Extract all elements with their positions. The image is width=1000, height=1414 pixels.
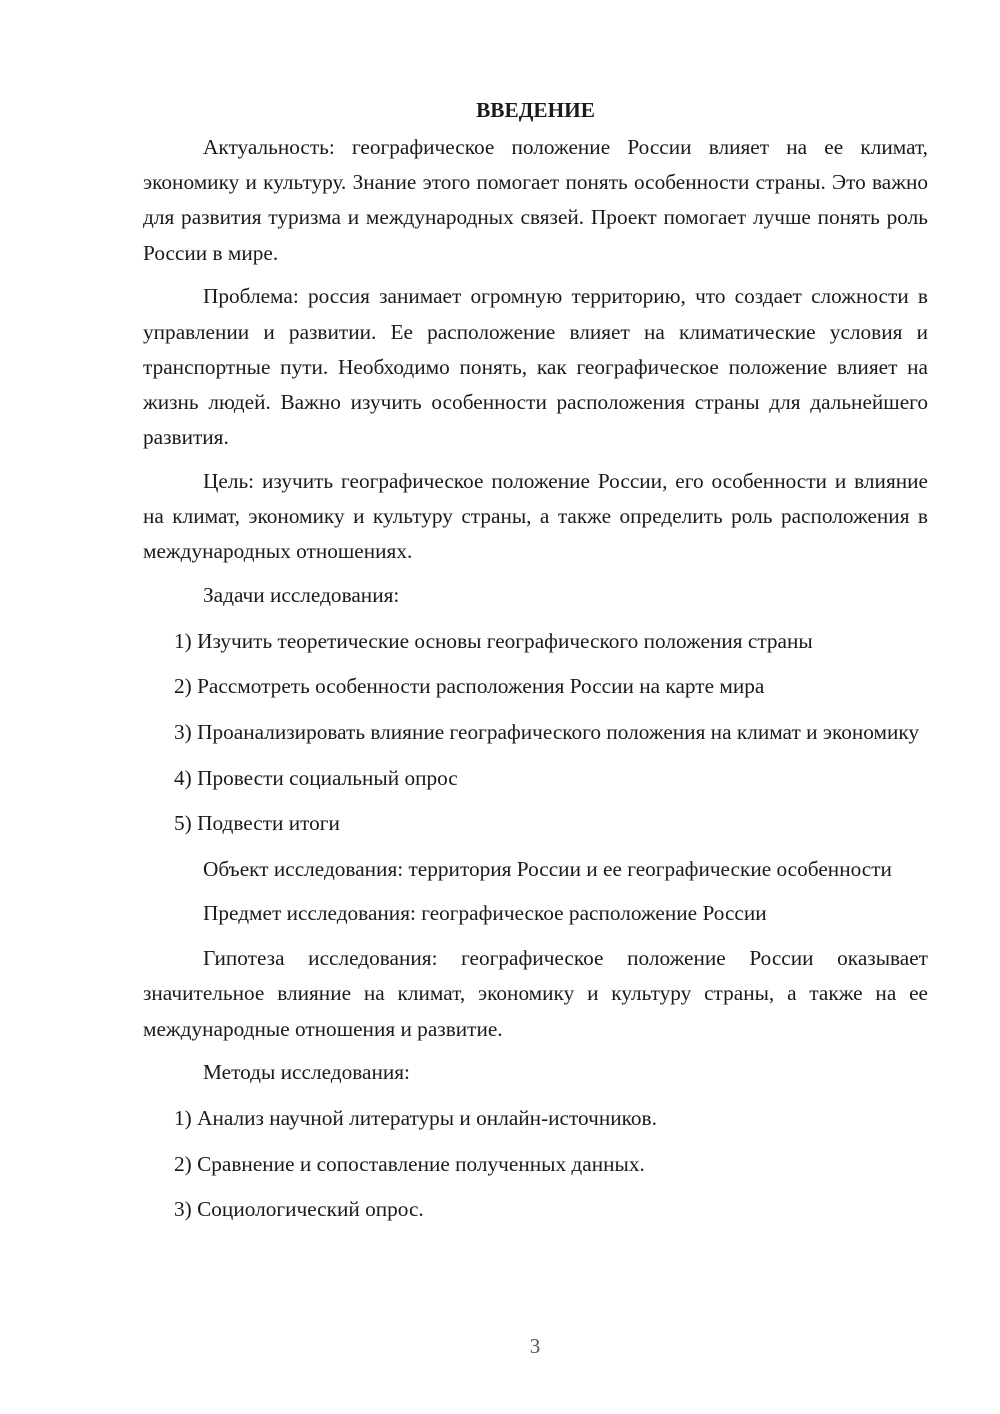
method-item: 1) Анализ научной литературы и онлайн-источников. [174, 1105, 657, 1130]
task-item: 3) Проанализировать влияние географического положения на климат и экономику [174, 720, 920, 744]
tasks-title: Задачи исследования: [203, 583, 400, 608]
method-item: 3) Социологический опрос. [174, 1197, 424, 1222]
task-item: 5) Подвести итоги [174, 811, 340, 836]
task-item: 2) Рассмотреть особенности расположения России на карте мира [174, 674, 765, 699]
hypothesis-paragraph: Гипотеза исследования: географическое положение России оказывает значительное влияние на климат, экономику и культуру страны, а также на ее международные отношения и развитие. [143, 946, 928, 1041]
goal-paragraph: Цель: изучить географическое положение России, его особенности и влияние на климат, экономику и культуру страны, а также определить роль расположения в международных отношениях. [143, 469, 928, 564]
methods-list [143, 1101, 928, 1227]
relevance-paragraph: Актуальность: географическое положение России влияет на ее климат, экономику и культуру. Знание этого помогает понять особенности страны. Это важно для развития туризма и международных связей. Проект помогает лучше понять роль России в мире. [143, 135, 928, 265]
page-title: ВВЕДЕНИЕ [476, 98, 595, 122]
task-item: 4) Провести социальный опрос [174, 765, 458, 790]
method-item: 2) Сравнение и сопоставление полученных данных. [174, 1151, 645, 1176]
methods-title: Методы исследования: [203, 1060, 410, 1085]
document-body [143, 96, 928, 1238]
object-paragraph: Объект исследования: территория России и ее географические особенности [203, 856, 892, 881]
task-item: 1) Изучить теоретические основы географического положения страны [174, 628, 813, 653]
problem-paragraph: Проблема: россия занимает огромную территорию, что создает сложности в управлении и развитии. Ее расположение влияет на климатические условия и транспортные пути. Необходимо понять, как географическое положение влияет на жизнь людей. Важно изучить особенности расположения страны для дальнейшего развития. [143, 284, 928, 450]
subject-paragraph: Предмет исследования: географическое расположение России [203, 900, 767, 925]
tasks-list [143, 624, 928, 842]
page-number: 3 [529, 1334, 541, 1358]
